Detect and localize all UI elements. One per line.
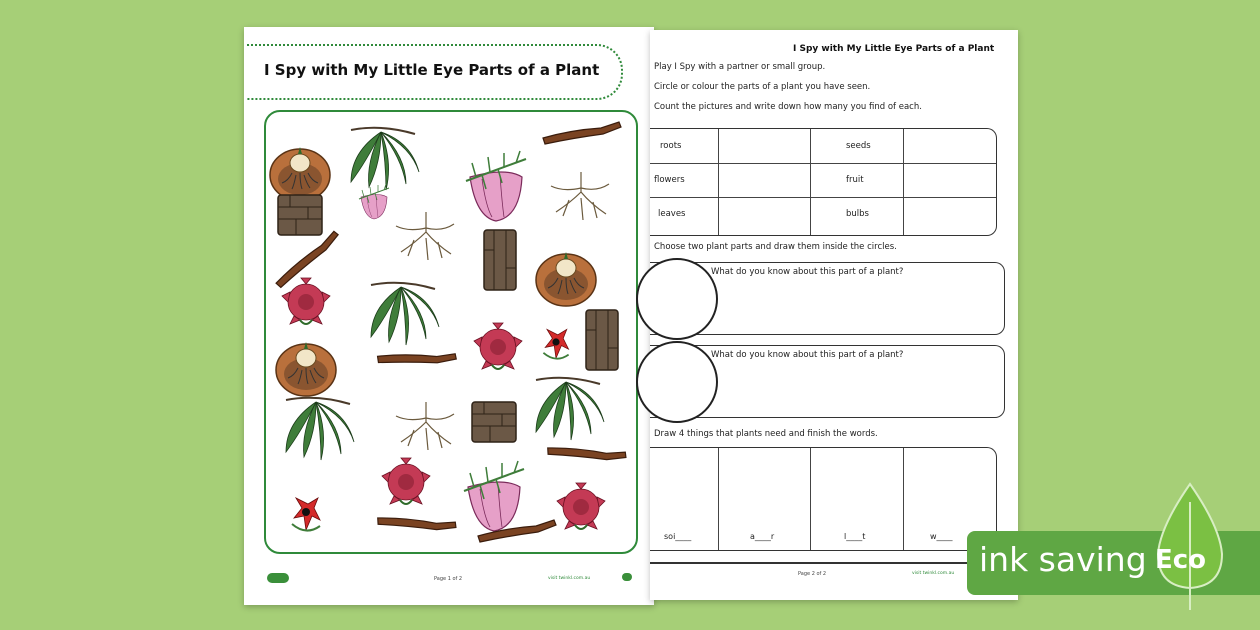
page-number: Page 1 of 2 [434,576,463,582]
count-label: flowers [654,175,685,185]
count-label: seeds [846,141,871,151]
page-1-footer [244,565,654,597]
page-2-header: I Spy with My Little Eye Parts of a Plant [793,44,995,54]
eco-label: Eco [1155,545,1207,575]
count-table [650,128,997,236]
plant-needs-table [650,447,997,551]
need-word: l____t [844,532,866,541]
need-word: w____ [930,532,953,541]
worksheet-page-1 [244,27,654,605]
footer-url: visit twinkl.com.au [912,571,955,576]
i-spy-picture-frame [264,110,638,554]
title-banner [247,44,623,100]
question-text: What do you know about this part of a plant? [711,350,904,360]
twinkl-logo-icon [267,573,289,583]
page-2-footer-rule [650,562,1018,564]
page-number: Page 2 of 2 [798,571,827,577]
needs-instruction: Draw 4 things that plants need and finish the words. [654,429,878,439]
drawing-circle [636,258,718,340]
need-word: soi____ [664,532,692,541]
worksheet-title: I Spy with My Little Eye Parts of a Plant [264,61,600,79]
instruction-3: Count the pictures and write down how many you find of each. [654,102,922,112]
count-label: roots [660,141,682,151]
plant-parts-illustration [266,112,636,552]
count-label: leaves [658,209,686,219]
draw-instruction: Choose two plant parts and draw them inside the circles. [654,242,897,252]
worksheet-page-2 [650,30,1018,600]
instruction-2: Circle or colour the parts of a plant you have seen. [654,82,871,92]
need-word: a____r [750,532,775,541]
footer-url: visit twinkl.com.au [548,576,591,581]
question-text: What do you know about this part of a plant? [711,267,904,277]
instruction-1: Play I Spy with a partner or small group. [654,62,826,72]
ink-saving-label: ink saving [979,540,1147,579]
twinkl-mini-logo-icon [622,573,632,581]
count-label: bulbs [846,209,869,219]
drawing-circle [636,341,718,423]
count-label: fruit [846,175,864,185]
